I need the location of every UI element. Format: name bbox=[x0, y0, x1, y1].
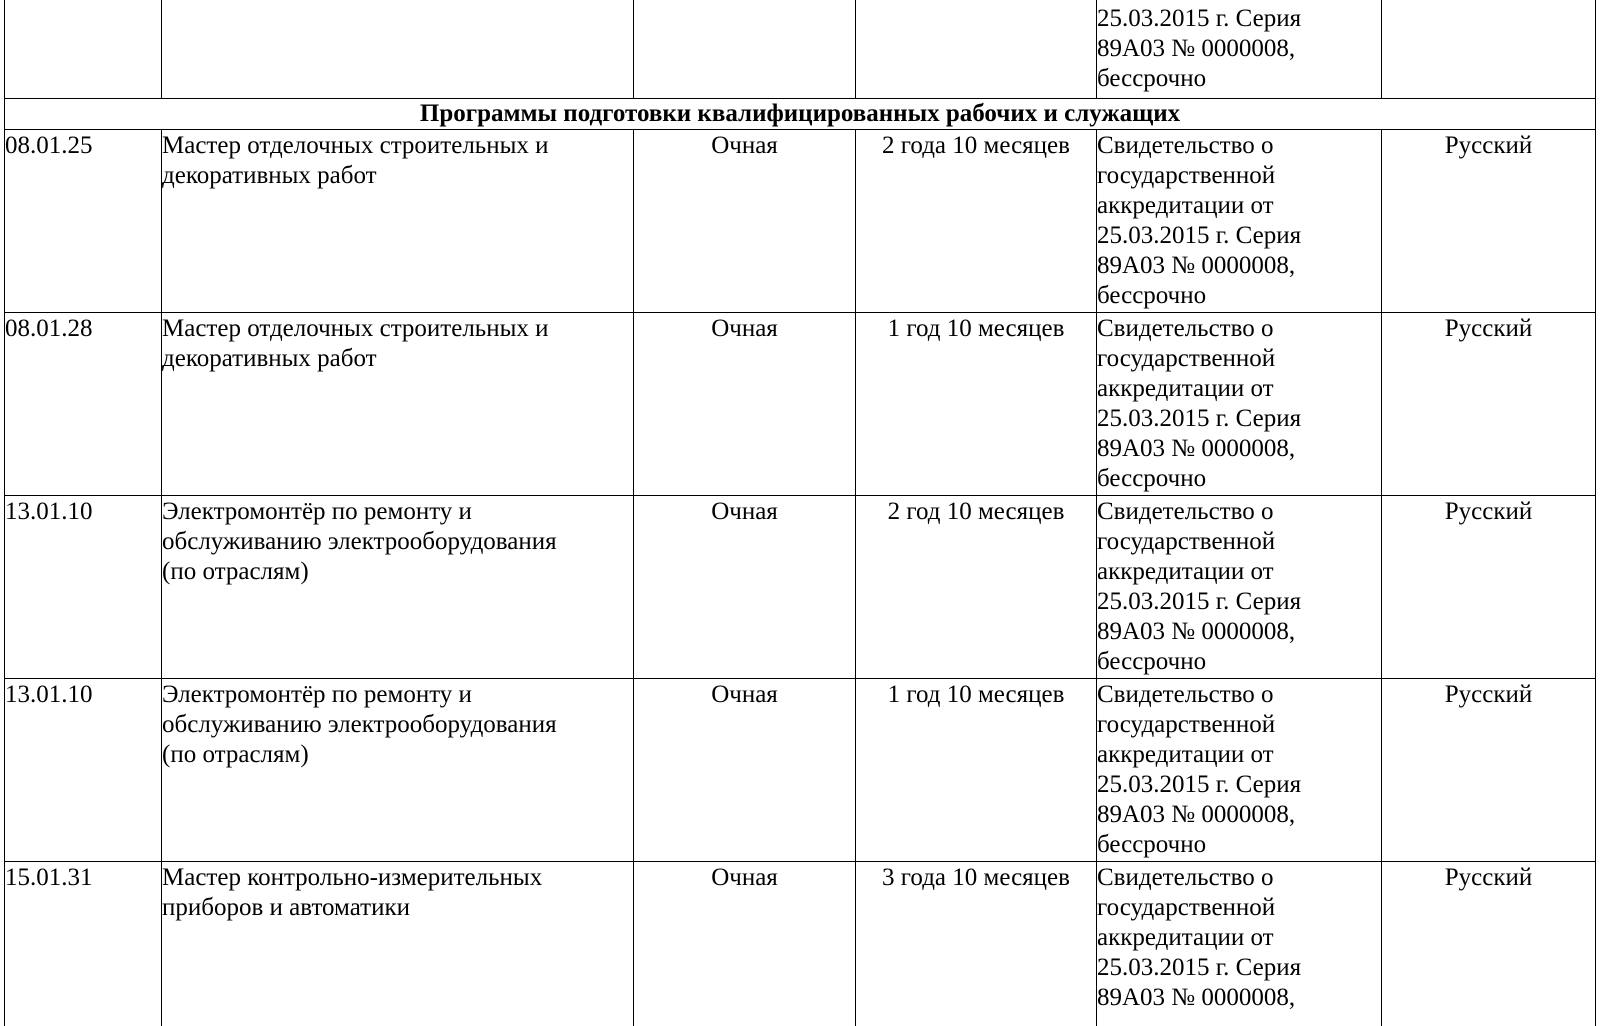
accreditation-line: бессрочно bbox=[1097, 65, 1207, 92]
cell-duration bbox=[856, 496, 1097, 679]
cell-duration bbox=[856, 0, 1097, 99]
program-code: 13.01.10 bbox=[5, 681, 93, 708]
cell-code bbox=[5, 313, 162, 496]
cell-form bbox=[634, 313, 856, 496]
cell-language bbox=[1382, 679, 1596, 862]
cell-name bbox=[162, 496, 634, 679]
accreditation-line: 25.03.2015 г. Серия bbox=[1097, 588, 1302, 615]
accreditation-line: 89А03 № 0000008, bbox=[1097, 618, 1296, 645]
accreditation-line: бессрочно bbox=[1097, 465, 1207, 492]
section-title: Программы подготовки квалифицированных рабочих и служащих bbox=[5, 99, 1596, 130]
cell-duration bbox=[856, 130, 1097, 313]
table-row bbox=[5, 679, 1596, 862]
program-name-line: Мастер контрольно-измерительных bbox=[162, 864, 543, 891]
cell-duration bbox=[856, 313, 1097, 496]
study-language: Русский bbox=[1444, 864, 1533, 891]
program-name-line: декоративных работ bbox=[162, 162, 377, 189]
cell-code bbox=[5, 679, 162, 862]
table-row bbox=[5, 313, 1596, 496]
cell-name bbox=[162, 679, 634, 862]
cell-code bbox=[5, 862, 162, 1026]
accreditation-line: аккредитации от bbox=[1097, 558, 1274, 585]
cell-language bbox=[1382, 0, 1596, 99]
accreditation-line: аккредитации от bbox=[1097, 375, 1274, 402]
cell-code bbox=[5, 496, 162, 679]
section-header-row bbox=[5, 99, 1596, 130]
study-duration: 3 года 10 месяцев bbox=[882, 864, 1070, 891]
cell-name bbox=[162, 313, 634, 496]
accreditation-line: государственной bbox=[1097, 894, 1276, 921]
accreditation-line: Свидетельство о bbox=[1097, 132, 1274, 159]
accreditation-line: 25.03.2015 г. Серия bbox=[1097, 222, 1302, 249]
accreditation-line: Свидетельство о bbox=[1097, 315, 1274, 342]
accreditation-line: аккредитации от bbox=[1097, 924, 1274, 951]
study-duration: 2 года 10 месяцев bbox=[882, 132, 1070, 159]
accreditation-line: 25.03.2015 г. Серия bbox=[1097, 5, 1302, 32]
program-name-line: Мастер отделочных строительных и bbox=[162, 132, 549, 159]
cell-form bbox=[634, 862, 856, 1026]
program-name-line: Мастер отделочных строительных и bbox=[162, 315, 549, 342]
accreditation-line: Свидетельство о bbox=[1097, 498, 1274, 525]
accreditation-line: аккредитации от bbox=[1097, 192, 1274, 219]
cell-language bbox=[1382, 313, 1596, 496]
accreditation-line: 89А03 № 0000008, bbox=[1097, 252, 1296, 279]
cell-form bbox=[634, 0, 856, 99]
study-form: Очная bbox=[711, 132, 778, 159]
accreditation-line: Свидетельство о bbox=[1097, 681, 1274, 708]
study-form: Очная bbox=[711, 315, 778, 342]
table-row-continued bbox=[5, 0, 1596, 99]
program-name-line: Электромонтёр по ремонту и bbox=[162, 681, 472, 708]
cell-form bbox=[634, 496, 856, 679]
table-row bbox=[5, 862, 1596, 1026]
accreditation-line: 25.03.2015 г. Серия bbox=[1097, 771, 1302, 798]
accreditation-line: 25.03.2015 г. Серия bbox=[1097, 954, 1302, 981]
programs-table bbox=[4, 0, 1596, 1026]
cell-duration bbox=[856, 679, 1097, 862]
cell-form bbox=[634, 679, 856, 862]
program-rows bbox=[5, 130, 1596, 1026]
cell-language bbox=[1382, 862, 1596, 1026]
program-code: 15.01.31 bbox=[5, 864, 93, 891]
study-language: Русский bbox=[1444, 681, 1533, 708]
accreditation-line: государственной bbox=[1097, 528, 1276, 555]
program-name-line: (по отраслям) bbox=[162, 558, 309, 585]
cell-name bbox=[162, 130, 634, 313]
cell-duration bbox=[856, 862, 1097, 1026]
accreditation-line: бессрочно bbox=[1097, 648, 1207, 675]
accreditation-line: государственной bbox=[1097, 162, 1276, 189]
cell-name bbox=[162, 862, 634, 1026]
program-code: 13.01.10 bbox=[5, 498, 93, 525]
cell-accreditation bbox=[1097, 130, 1382, 313]
accreditation-line: государственной bbox=[1097, 345, 1276, 372]
study-language: Русский bbox=[1444, 132, 1533, 159]
cell-accreditation bbox=[1097, 313, 1382, 496]
accreditation-line: бессрочно bbox=[1097, 282, 1207, 309]
program-name-line: обслуживанию электрооборудования bbox=[162, 711, 557, 738]
accreditation-line: 89А03 № 0000008, bbox=[1097, 435, 1296, 462]
cell-language bbox=[1382, 130, 1596, 313]
program-code: 08.01.25 bbox=[5, 132, 93, 159]
cell-accreditation bbox=[1097, 0, 1382, 99]
accreditation-line: 89А03 № 0000008, bbox=[1097, 801, 1296, 828]
study-duration: 2 год 10 месяцев bbox=[887, 498, 1065, 525]
accreditation-line: бессрочно bbox=[1097, 831, 1207, 858]
accreditation-line: 25.03.2015 г. Серия bbox=[1097, 405, 1302, 432]
cell-name bbox=[162, 0, 634, 99]
table-row bbox=[5, 130, 1596, 313]
cell-form bbox=[634, 130, 856, 313]
study-duration: 1 год 10 месяцев bbox=[887, 681, 1065, 708]
study-language: Русский bbox=[1444, 315, 1533, 342]
program-name-line: декоративных работ bbox=[162, 345, 377, 372]
cell-accreditation bbox=[1097, 496, 1382, 679]
program-name-line: (по отраслям) bbox=[162, 741, 309, 768]
cell-language bbox=[1382, 496, 1596, 679]
program-name-line: приборов и автоматики bbox=[162, 894, 410, 921]
study-form: Очная bbox=[711, 864, 778, 891]
accreditation-line: государственной bbox=[1097, 711, 1276, 738]
program-name-line: Электромонтёр по ремонту и bbox=[162, 498, 472, 525]
accreditation-line: Свидетельство о bbox=[1097, 864, 1274, 891]
accreditation-line: 89А03 № 0000008, bbox=[1097, 984, 1296, 1011]
study-duration: 1 год 10 месяцев bbox=[887, 315, 1065, 342]
cell-accreditation bbox=[1097, 862, 1382, 1026]
study-form: Очная bbox=[711, 498, 778, 525]
study-form: Очная bbox=[711, 681, 778, 708]
cell-code bbox=[5, 130, 162, 313]
accreditation-line: аккредитации от bbox=[1097, 741, 1274, 768]
cell-accreditation bbox=[1097, 679, 1382, 862]
cell-code bbox=[5, 0, 162, 99]
study-language: Русский bbox=[1444, 498, 1533, 525]
accreditation-line: 89А03 № 0000008, bbox=[1097, 35, 1296, 62]
table-row bbox=[5, 496, 1596, 679]
program-name-line: обслуживанию электрооборудования bbox=[162, 528, 557, 555]
program-code: 08.01.28 bbox=[5, 315, 93, 342]
